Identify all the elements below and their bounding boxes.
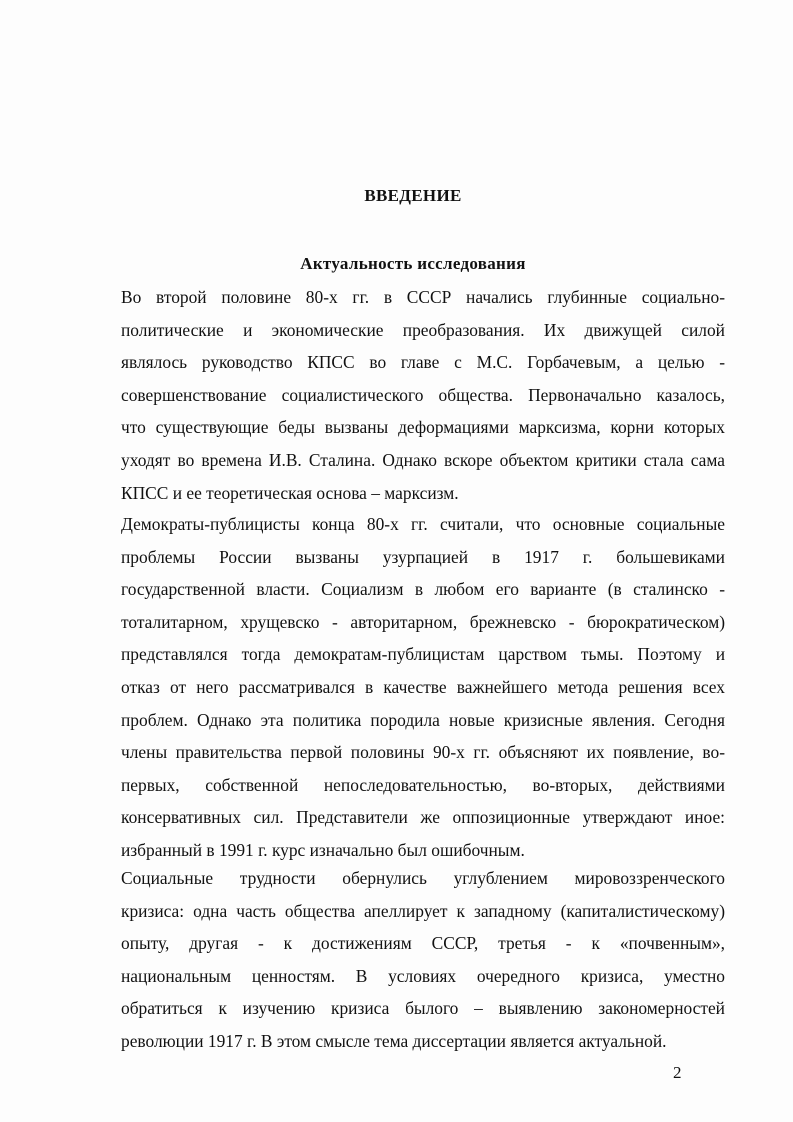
paragraph-2 — [121, 508, 725, 867]
paragraph-line: совершенствование социалистического общества. Первоначально казалось, — [121, 384, 725, 405]
paragraph-line: государственной власти. Социализм в любом его варианте (в сталинско - — [121, 579, 725, 600]
paragraph-line: кризиса: одна часть общества апеллирует к западному (капиталистическому) — [121, 900, 725, 921]
paragraph-line: революции 1917 г. В этом смысле тема диссертации является актуальной. — [121, 1030, 667, 1051]
paragraph-line: КПСС и ее теоретическая основа – марксизм. — [121, 482, 459, 503]
paragraph-line: отказ от него рассматривался в качестве важнейшего метода решения всех — [121, 676, 725, 697]
paragraph-line: что существующие беды вызваны деформациями марксизма, корни которых — [121, 417, 725, 438]
paragraph-line: проблем. Однако эта политика породила новые кризисные явления. Сегодня — [121, 709, 725, 730]
paragraph-line: национальным ценностям. В условиях очередного кризиса, уместно — [121, 965, 725, 986]
paragraph-line: члены правительства первой половины 90-х гг. объясняют их появление, во- — [121, 742, 725, 763]
paragraph-line: консервативных сил. Представители же оппозиционные утверждают иное: — [121, 807, 725, 828]
paragraph-line: являлось руководство КПСС во главе с М.С. Горбачевым, а целью - — [121, 352, 725, 373]
paragraph-line: представлялся тогда демократам-публицистам царством тьмы. Поэтому и — [121, 644, 725, 665]
paragraph-line: опыту, другая - к достижениям СССР, третья - к «почвенным», — [121, 933, 725, 954]
paragraph-line: уходят во времена И.В. Сталина. Однако вскоре объектом критики стала сама — [121, 449, 725, 470]
page-title: ВВЕДЕНИЕ — [364, 186, 462, 205]
paragraph-line: проблемы России вызваны узурпацией в 1917 г. большевиками — [121, 546, 725, 567]
page-number: 2 — [673, 1063, 682, 1082]
paragraph-line: тоталитарном, хрущевско - авторитарном, брежневско - бюрократическом) — [121, 611, 725, 632]
paragraph-line: обратиться к изучению кризиса былого – выявлению закономерностей — [121, 998, 725, 1019]
paragraph-line: политические и экономические преобразования. Их движущей силой — [121, 319, 725, 340]
paragraph-3 — [121, 862, 725, 1058]
paragraph-line: избранный в 1991 г. курс изначально был ошибочным. — [121, 839, 525, 860]
paragraph-line: первых, собственной непоследовательностью, во-вторых, действиями — [121, 774, 725, 795]
paragraph-line: Социальные трудности обернулись углублением мировоззренческого — [121, 868, 725, 888]
section-title: Актуальность исследования — [300, 254, 526, 273]
paragraph-line: Демократы-публицисты конца 80-х гг. считали, что основные социальные — [121, 514, 725, 534]
paragraph-1 — [121, 281, 725, 509]
paragraph-line: Во второй половине 80-х гг. в СССР начались глубинные социально- — [121, 287, 725, 307]
